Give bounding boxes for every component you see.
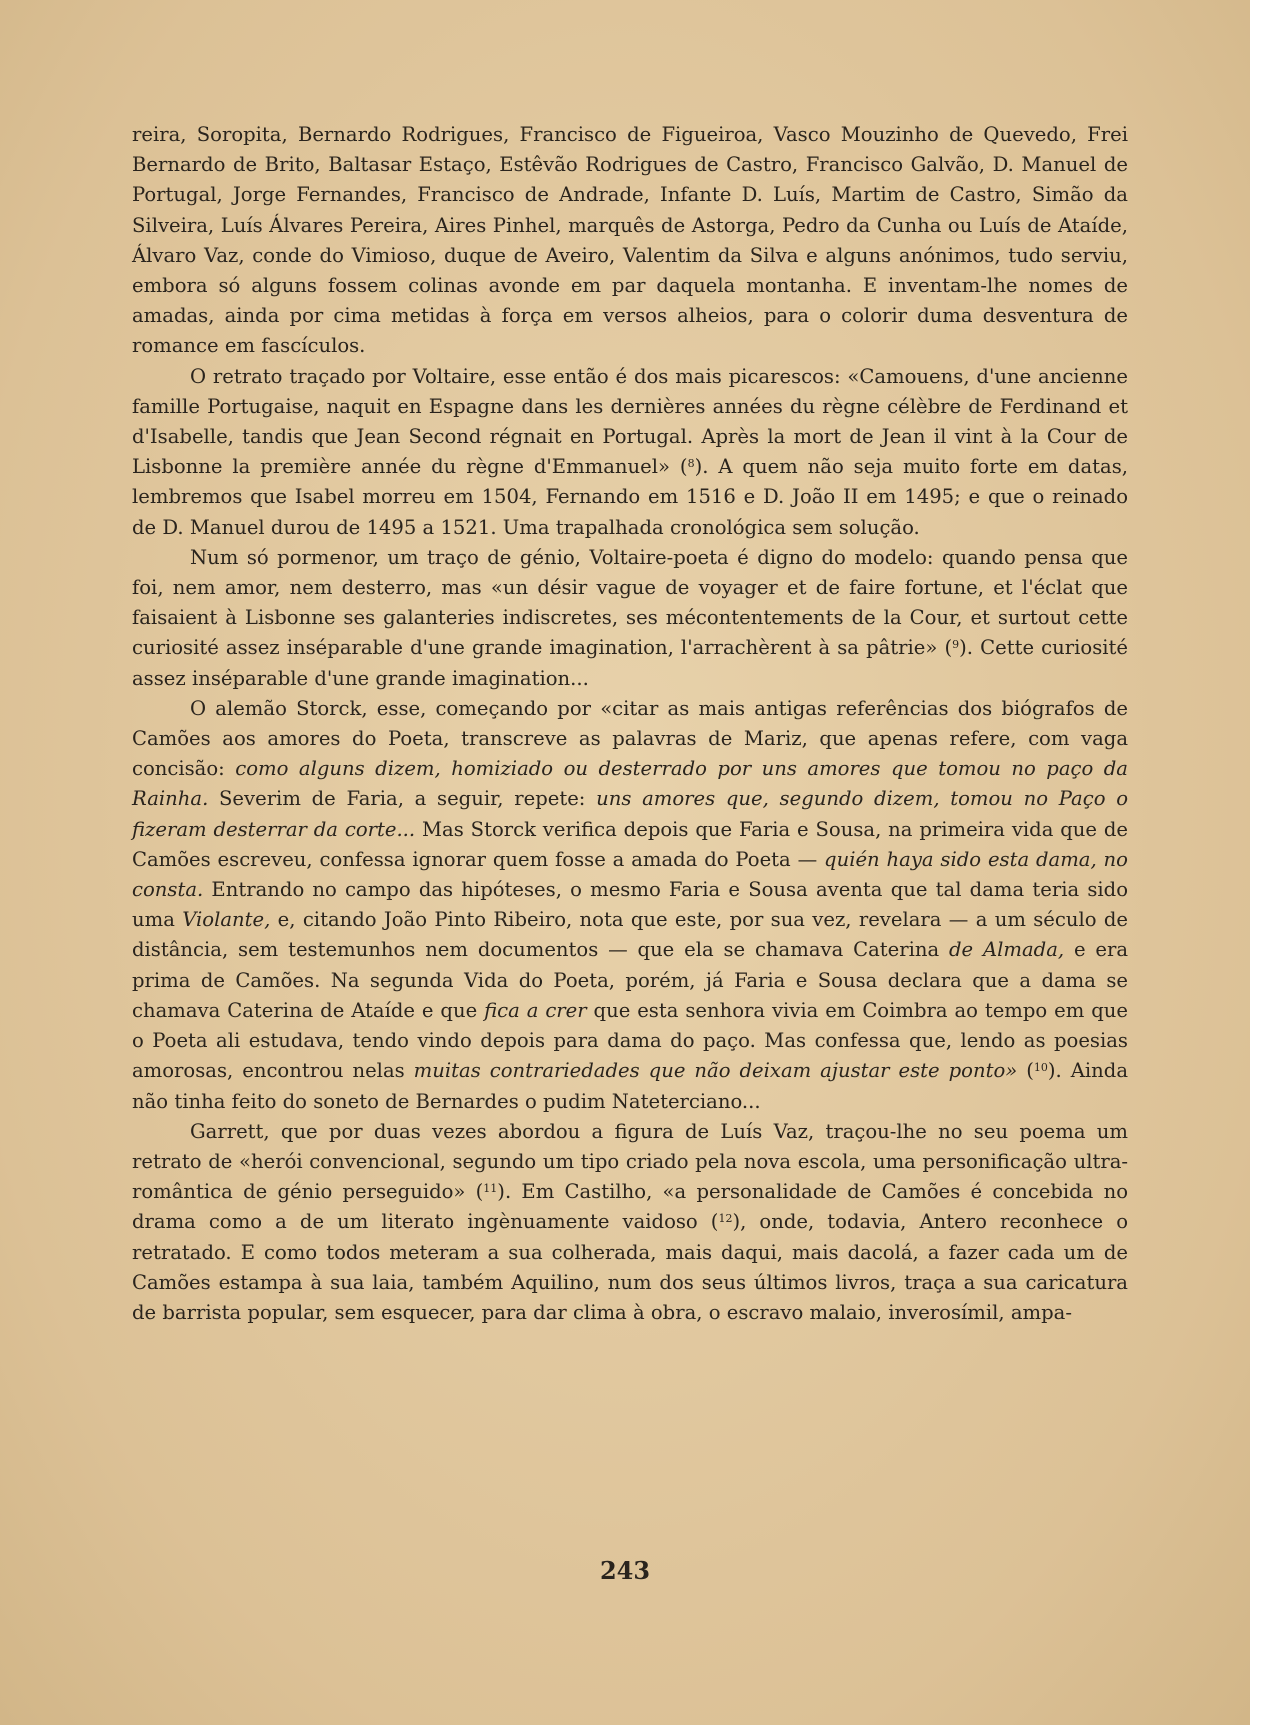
italic-text-run: quién haya sido esta dama, no consta. [132, 847, 1128, 902]
text-run: ). Em Castilho, «a personalidade de Camões é concebida no drama como a de um literato ingènuamente vaidoso ( [132, 1180, 1129, 1234]
italic-text-run: fica a crer [484, 998, 587, 1022]
text-run: e, citando João Pinto Ribeiro, nota que este, por sua vez, revelara — a um século de distância, sem testemunhos nem documentos — que ela se chamava Caterina [132, 908, 1129, 962]
text-run: Garrett, que por duas vezes abordou a figura de Luís Vaz, traçou-lhe no seu poema um retrato de «herói convencional, segundo um tipo criado pela nova escola, uma personificação ultra-romântica de génio perseguido» ( [132, 1119, 1128, 1204]
italic-text-run: de Almada, [949, 938, 1065, 962]
footnote-reference: 9 [952, 638, 960, 652]
footnote-reference: 8 [687, 457, 695, 471]
paragraph [132, 1117, 1128, 1328]
text-run: ( [1017, 1059, 1034, 1083]
paragraph [132, 543, 1128, 694]
text-run: e era prima de Camões. Na segunda Vida do Poeta, porém, já Faria e Sousa declara que a dama se chamava Caterina de Ataíde e que [132, 938, 1129, 1022]
body-text [132, 120, 1128, 1328]
text-run: reira, Soropita, Bernardo Rodrigues, Francisco de Figueiroa, Vasco Mouzinho de Quevedo, Frei Bernardo de Brito, Baltasar Estaço, Estêvão Rodrigues de Castro, Francisco Galvão, D. Manuel de Portugal, Jorge Fernandes, Francisco de Andrade, Infante D. Luís, Martim de Castro, Simão da Silveira, Luís Álvares Pereira, Aires Pinhel, marquês de Astorga, Pedro da Cunha ou Luís de Ataíde, Álvaro Vaz, conde do Vimioso, duque de Aveiro, Valentim da Silva e alguns anónimos, tudo serviu, embora só alguns fossem colinas avonde em par daquela montanha. E inventam-lhe nomes de amadas, ainda por cima metidas à força em versos alheios, para o colorir duma desventura de romance em fascículos. [132, 123, 1128, 358]
text-run: Mas Storck verifica depois que Faria e Sousa, na primeira vida que de Camões escreveu, confessa ignorar quem fosse a amada do Poeta — [132, 817, 1128, 871]
paragraph [132, 362, 1128, 543]
text-run: ). Ainda não tinha feito do soneto de Bernardes o pudim Nateterciano... [132, 1059, 1129, 1113]
footnote-reference: 10 [1033, 1061, 1048, 1075]
paragraph [132, 694, 1128, 1117]
page-margin-background [1250, 0, 1275, 1725]
paragraph [132, 120, 1128, 362]
text-run: Severim de Faria, a seguir, repete: [208, 787, 597, 811]
text-run: que esta senhora vivia em Coimbra ao tempo em que o Poeta ali estudava, tendo vindo depois para dama do paço. Mas confessa que, lendo as poesias amorosas, encontrou nelas [132, 998, 1128, 1083]
text-run: ). A quem não seja muito forte em datas, lembremos que Isabel morreu em 1504, Fernando em 1516 e D. João II em 1495; e que o reinado de D. Manuel durou de 1495 a 1521. Uma trapalhada cronológica sem solução. [132, 455, 1128, 539]
text-run: ). Cette curiosité assez inséparable d'une grande imagination... [132, 636, 1128, 690]
italic-text-run: muitas contrariedades que não deixam ajustar este ponto» [413, 1059, 1018, 1083]
italic-text-run: uns amores que, segundo dizem, tomou no Paço o fizeram desterrar da corte... [132, 787, 1128, 841]
text-run: O retrato traçado por Voltaire, esse então é dos mais picarescos: «Camouens, d'une ancienne famille Portugaise, naquit en Espagne dans les dernières années du règne célèbre de Ferdinand et d'Isabelle, tandis que Jean Second régnait en Portugal. Après la mort de Jean il vint à la Cour de Lisbonne la première année du règne d'Emmanuel» ( [132, 364, 1128, 479]
footnote-reference: 11 [483, 1182, 498, 1196]
page-number: 243 [599, 1556, 651, 1585]
italic-text-run: como alguns dizem, homiziado ou desterrado por uns amores que tomou no paço da Rainha. [132, 757, 1128, 811]
text-run: ), onde, todavia, Antero reconhece o retratado. E como todos meteram a sua colherada, mais daqui, mais dacolá, a fazer cada um de Camões estampa à sua laia, também Aquilino, num dos seus últimos livros, traça a sua caricatura de barrista popular, sem esquecer, para dar clima à obra, o escravo malaio, inverosímil, ampa- [132, 1210, 1128, 1324]
text-run: Num só pormenor, um traço de génio, Voltaire-poeta é digno do modelo: quando pensa que foi, nem amor, nem desterro, mas «un désir vague de voyager et de faire fortune, et l'éclat que faisaient à Lisbonne ses galanteries indiscretes, ses mécontentements de la Cour, et surtout cette curiosité assez inséparable d'une grande imagination, l'arrachèrent à sa pâtrie» ( [132, 545, 1128, 660]
text-run: Entrando no campo das hipóteses, o mesmo Faria e Sousa aventa que tal dama teria sido uma [132, 878, 1128, 932]
text-run: O alemão Storck, esse, começando por «citar as mais antigas referências dos biógrafos de Camões aos amores do Poeta, transcreve as palavras de Mariz, que apenas refere, com vaga concisão: [132, 696, 1128, 781]
italic-text-run: Violante, [182, 908, 271, 932]
footnote-reference: 12 [718, 1212, 733, 1226]
